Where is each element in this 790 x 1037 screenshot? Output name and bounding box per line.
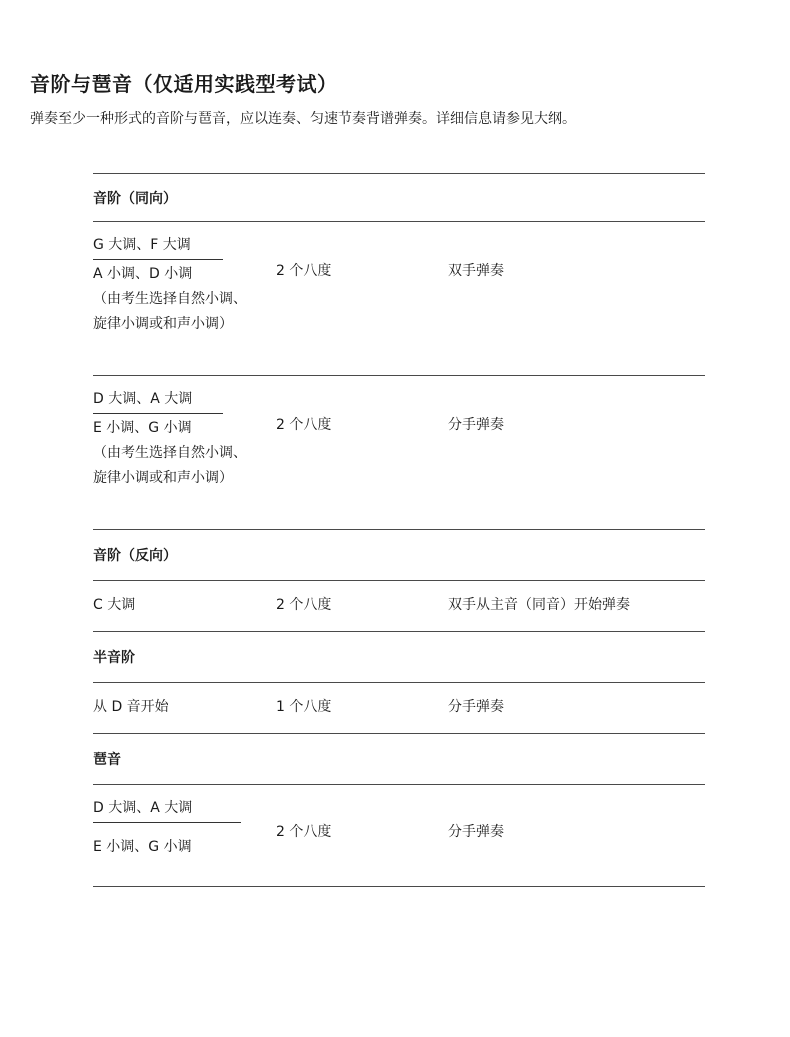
page-subtitle: 弹奏至少一种形式的音阶与琶音，应以连奏、匀速节奏背谱弹奏。详细信息请参见大纲。 — [30, 111, 576, 127]
keys-major: D 大调、A 大调 — [93, 391, 193, 407]
page-title: 音阶与琶音（仅适用实践型考试） — [30, 72, 338, 96]
range-cell: 2 个八度 — [276, 417, 332, 433]
table-row — [93, 581, 705, 631]
table-row — [93, 376, 705, 529]
key-divider — [93, 413, 223, 414]
table-row — [93, 785, 705, 886]
keys-major: G 大调、F 大调 — [93, 237, 191, 253]
hands-cell: 分手弹奏 — [448, 824, 504, 840]
section-heading-arpeggios: 琶音 — [93, 752, 121, 768]
section-heading-scales-similar: 音阶（同向） — [93, 190, 177, 207]
keys-cell: C 大调 — [93, 597, 136, 613]
table-rule — [93, 886, 705, 887]
key-divider — [93, 822, 241, 823]
range-cell: 2 个八度 — [276, 263, 332, 279]
table-row — [93, 222, 705, 375]
hands-cell: 双手弹奏 — [448, 263, 504, 279]
key-divider — [93, 259, 223, 260]
section-heading-chromatic: 半音阶 — [93, 650, 135, 666]
keys-minor: A 小调、D 小调 — [93, 266, 193, 282]
requirements-table — [93, 173, 705, 887]
range-cell: 1 个八度 — [276, 699, 332, 715]
table-row — [93, 683, 705, 733]
minor-form-note: 旋律小调或和声小调） — [93, 316, 233, 332]
keys-major: D 大调、A 大调 — [93, 800, 193, 816]
keys-minor: E 小调、G 小调 — [93, 420, 192, 436]
keys-minor: E 小调、G 小调 — [93, 839, 192, 855]
minor-form-note: （由考生选择自然小调、 — [93, 291, 247, 307]
minor-form-note: 旋律小调或和声小调） — [93, 470, 233, 486]
range-cell: 2 个八度 — [276, 824, 332, 840]
keys-cell: 从 D 音开始 — [93, 699, 169, 715]
range-cell: 2 个八度 — [276, 597, 332, 613]
hands-cell: 分手弹奏 — [448, 699, 504, 715]
hands-cell: 分手弹奏 — [448, 417, 504, 433]
hands-cell: 双手从主音（同音）开始弹奏 — [448, 597, 630, 613]
minor-form-note: （由考生选择自然小调、 — [93, 445, 247, 461]
section-heading-scales-contrary: 音阶（反向） — [93, 548, 177, 564]
